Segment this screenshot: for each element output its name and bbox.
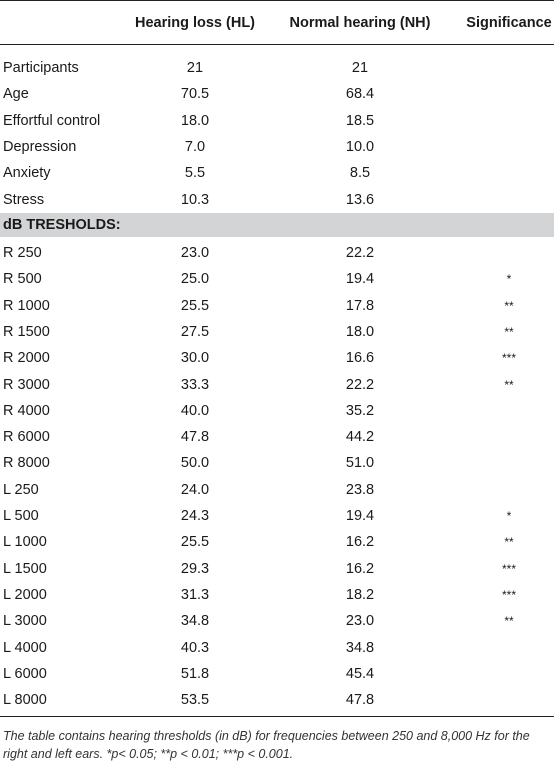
cell-hearing-loss: 25.0 bbox=[180, 271, 210, 288]
cell-normal-hearing: 18.2 bbox=[345, 586, 375, 603]
cell-normal-hearing: 23.8 bbox=[345, 481, 375, 498]
cell-hearing-loss: 18.0 bbox=[180, 112, 210, 129]
row-label: R 250 bbox=[3, 245, 42, 261]
row-label: R 1500 bbox=[3, 323, 50, 340]
section-header-thresholds bbox=[0, 213, 554, 237]
row-label: Anxiety bbox=[3, 165, 51, 182]
cell-hearing-loss: 34.8 bbox=[180, 613, 210, 630]
row-label: R 6000 bbox=[3, 429, 50, 446]
row-label: Depression bbox=[3, 138, 77, 155]
table-row bbox=[0, 266, 554, 292]
row-label: L 1000 bbox=[3, 534, 47, 551]
cell-normal-hearing: 45.4 bbox=[345, 665, 375, 682]
table-header bbox=[0, 8, 558, 38]
row-label: L 250 bbox=[3, 481, 39, 498]
cell-normal-hearing: 51.0 bbox=[345, 455, 375, 472]
cell-hearing-loss: 31.3 bbox=[180, 586, 210, 603]
cell-hearing-loss: 21 bbox=[186, 60, 204, 76]
top-rule bbox=[0, 0, 554, 1]
cell-hearing-loss: 51.8 bbox=[180, 665, 210, 682]
section-title: dB TRESHOLDS: bbox=[3, 217, 121, 233]
cell-hearing-loss: 5.5 bbox=[184, 165, 206, 182]
table-row bbox=[0, 160, 554, 186]
cell-hearing-loss: 47.8 bbox=[180, 429, 210, 446]
cell-significance: ** bbox=[504, 614, 514, 629]
cell-normal-hearing: 17.8 bbox=[345, 297, 375, 314]
cell-significance: * bbox=[506, 509, 512, 523]
row-label: R 1000 bbox=[3, 297, 50, 314]
table-row bbox=[0, 55, 554, 81]
bottom-rule bbox=[0, 716, 554, 717]
row-label: R 2000 bbox=[3, 350, 50, 367]
cell-hearing-loss: 10.3 bbox=[180, 191, 210, 208]
table-row bbox=[0, 319, 554, 345]
cell-normal-hearing: 16.2 bbox=[345, 560, 375, 577]
cell-hearing-loss: 70.5 bbox=[180, 86, 210, 103]
table-row bbox=[0, 424, 554, 450]
table-row bbox=[0, 529, 554, 555]
cell-normal-hearing: 13.6 bbox=[345, 191, 375, 208]
cell-hearing-loss: 23.0 bbox=[180, 245, 210, 261]
table-row bbox=[0, 582, 554, 608]
cell-hearing-loss: 7.0 bbox=[184, 138, 206, 155]
cell-hearing-loss: 50.0 bbox=[180, 455, 210, 472]
header-significance: Significance bbox=[466, 15, 552, 31]
table-row bbox=[0, 345, 554, 371]
cell-normal-hearing: 19.4 bbox=[345, 508, 375, 524]
row-label: Effortful control bbox=[3, 112, 101, 129]
cell-hearing-loss: 24.3 bbox=[180, 508, 210, 524]
cell-significance: *** bbox=[501, 351, 516, 366]
cell-normal-hearing: 19.4 bbox=[345, 271, 375, 288]
table-row bbox=[0, 450, 554, 476]
table-row bbox=[0, 661, 554, 687]
cell-normal-hearing: 35.2 bbox=[345, 402, 375, 419]
row-label: Participants bbox=[3, 60, 79, 76]
row-label: R 4000 bbox=[3, 402, 50, 419]
table-row bbox=[0, 240, 554, 266]
row-label: L 4000 bbox=[3, 639, 47, 656]
table-row bbox=[0, 81, 554, 107]
row-label: L 6000 bbox=[3, 665, 47, 682]
cell-hearing-loss: 25.5 bbox=[180, 297, 210, 314]
cell-hearing-loss: 30.0 bbox=[180, 350, 210, 367]
cell-hearing-loss: 29.3 bbox=[180, 560, 210, 577]
header-normal-hearing: Normal hearing (NH) bbox=[289, 15, 431, 31]
row-label: R 3000 bbox=[3, 376, 50, 393]
row-label: Age bbox=[3, 86, 29, 103]
cell-normal-hearing: 22.2 bbox=[345, 376, 375, 393]
table-row bbox=[0, 134, 554, 160]
cell-normal-hearing: 47.8 bbox=[345, 692, 375, 709]
cell-hearing-loss: 40.0 bbox=[180, 402, 210, 419]
cell-normal-hearing: 34.8 bbox=[345, 639, 375, 656]
table-row bbox=[0, 687, 554, 713]
cell-hearing-loss: 27.5 bbox=[180, 323, 210, 340]
table-row bbox=[0, 398, 554, 424]
row-label: Stress bbox=[3, 191, 45, 208]
cell-normal-hearing: 23.0 bbox=[345, 613, 375, 630]
cell-significance: ** bbox=[504, 535, 514, 550]
table-row bbox=[0, 608, 554, 634]
cell-hearing-loss: 33.3 bbox=[180, 376, 210, 393]
cell-normal-hearing: 44.2 bbox=[345, 429, 375, 446]
header-hearing-loss: Hearing loss (HL) bbox=[134, 15, 256, 31]
cell-significance: *** bbox=[501, 561, 516, 576]
header-rule bbox=[0, 44, 554, 45]
cell-normal-hearing: 22.2 bbox=[345, 245, 375, 261]
table-row bbox=[0, 372, 554, 398]
cell-normal-hearing: 68.4 bbox=[345, 86, 375, 103]
row-label: L 500 bbox=[3, 508, 39, 524]
table-row bbox=[0, 635, 554, 661]
row-label: R 8000 bbox=[3, 455, 50, 472]
table-row bbox=[0, 293, 554, 319]
cell-hearing-loss: 24.0 bbox=[180, 481, 210, 498]
table-row bbox=[0, 108, 554, 134]
row-label: L 2000 bbox=[3, 586, 47, 603]
row-label: R 500 bbox=[3, 271, 42, 288]
table-row bbox=[0, 187, 554, 213]
row-label: L 3000 bbox=[3, 613, 47, 630]
cell-normal-hearing: 18.0 bbox=[345, 323, 375, 340]
cell-normal-hearing: 8.5 bbox=[349, 165, 371, 182]
table-footnote: The table contains hearing thresholds (in dB) for frequencies between 250 and 8,000 Hz for the right and left ears. *p< 0.05; **p < 0.01; ***p < 0.001. bbox=[3, 729, 530, 761]
table-row bbox=[0, 556, 554, 582]
row-label: L 8000 bbox=[3, 692, 47, 709]
cell-normal-hearing: 10.0 bbox=[345, 138, 375, 155]
cell-normal-hearing: 18.5 bbox=[345, 112, 375, 129]
cell-significance: ** bbox=[504, 324, 514, 339]
cell-normal-hearing: 16.2 bbox=[345, 534, 375, 551]
cell-normal-hearing: 21 bbox=[351, 60, 369, 76]
cell-hearing-loss: 25.5 bbox=[180, 534, 210, 551]
cell-hearing-loss: 53.5 bbox=[180, 692, 210, 709]
cell-normal-hearing: 16.6 bbox=[345, 350, 375, 367]
cell-significance: * bbox=[506, 272, 512, 287]
cell-significance: *** bbox=[501, 587, 516, 602]
table-row bbox=[0, 503, 554, 529]
table-row bbox=[0, 477, 554, 503]
row-label: L 1500 bbox=[3, 560, 47, 577]
cell-significance: ** bbox=[504, 298, 514, 313]
cell-hearing-loss: 40.3 bbox=[180, 639, 210, 656]
cell-significance: ** bbox=[504, 377, 514, 392]
